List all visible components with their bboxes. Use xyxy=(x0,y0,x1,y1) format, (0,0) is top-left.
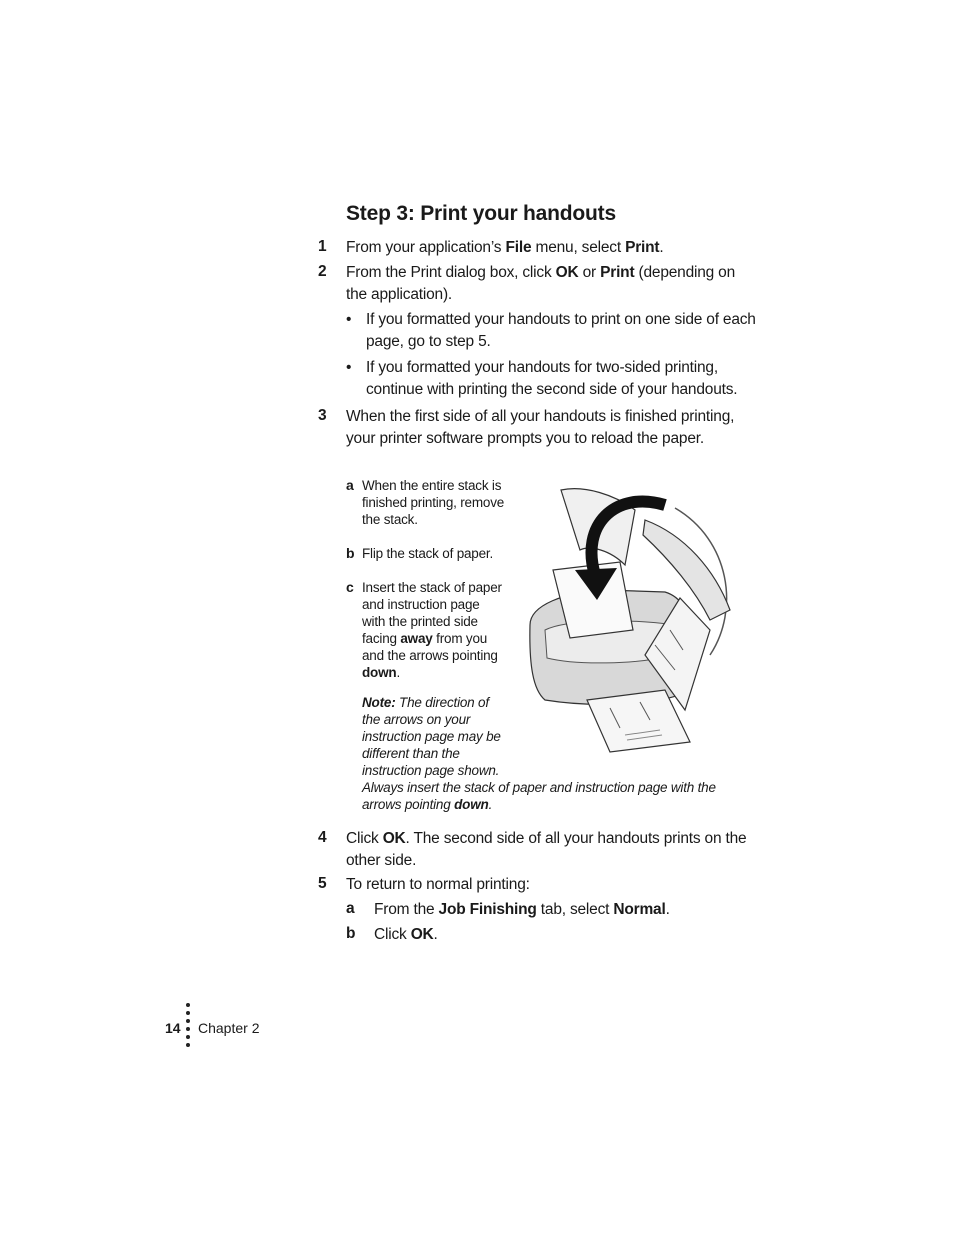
bullet-2-text: If you formatted your handouts for two-sided printing, continue with printing the second side of your handouts. xyxy=(366,359,738,398)
step-5-text: To return to normal printing: xyxy=(346,876,530,893)
printer-illustration xyxy=(525,480,740,770)
bullet-1-text: If you formatted your handouts to print on one side of each page, go to step 5. xyxy=(366,311,756,350)
sub-letter: b xyxy=(346,545,355,561)
step-3-text: When the first side of all your handouts is finished printing, your printer software prompts you to reload the paper. xyxy=(346,408,735,447)
bullet-mark: • xyxy=(346,359,352,376)
sub-a-text: When the entire stack is finished printing, remove the stack. xyxy=(362,478,505,527)
page-number: 14 xyxy=(165,1020,181,1036)
sub-letter: c xyxy=(346,579,354,595)
note-text: Note: The direction of the arrows on your instruction page may be different than the instruction page shown. Always insert the stack of paper and instruction page with the arrows pointing down. xyxy=(362,695,716,812)
step-number: 2 xyxy=(318,263,327,280)
step-5b-text: Click OK. xyxy=(374,926,438,943)
step-2-text: From the Print dialog box, click OK or Print (depending on the application). xyxy=(346,264,736,303)
step-5a-text: From the Job Finishing tab, select Normal. xyxy=(374,901,670,918)
sub-letter: a xyxy=(346,477,354,493)
sub-letter: b xyxy=(346,925,356,942)
sub-c-text: Insert the stack of paper and instruction page with the printed side facing away from you and the arrows pointing down. xyxy=(362,580,502,680)
step-4-text: Click OK. The second side of all your handouts prints on the other side. xyxy=(346,830,747,869)
bullet-mark: • xyxy=(346,311,352,328)
step-number: 1 xyxy=(318,238,327,255)
chapter-label: Chapter 2 xyxy=(198,1020,260,1036)
step-number: 5 xyxy=(318,875,327,892)
step-number: 3 xyxy=(318,407,327,424)
step-number: 4 xyxy=(318,829,327,846)
dot-divider xyxy=(186,1003,190,1051)
page-title: Step 3: Print your handouts xyxy=(346,202,616,225)
sub-b-text: Flip the stack of paper. xyxy=(362,546,494,561)
step-1-text: From your application’s File menu, select Print. xyxy=(346,239,664,256)
sub-letter: a xyxy=(346,900,355,917)
